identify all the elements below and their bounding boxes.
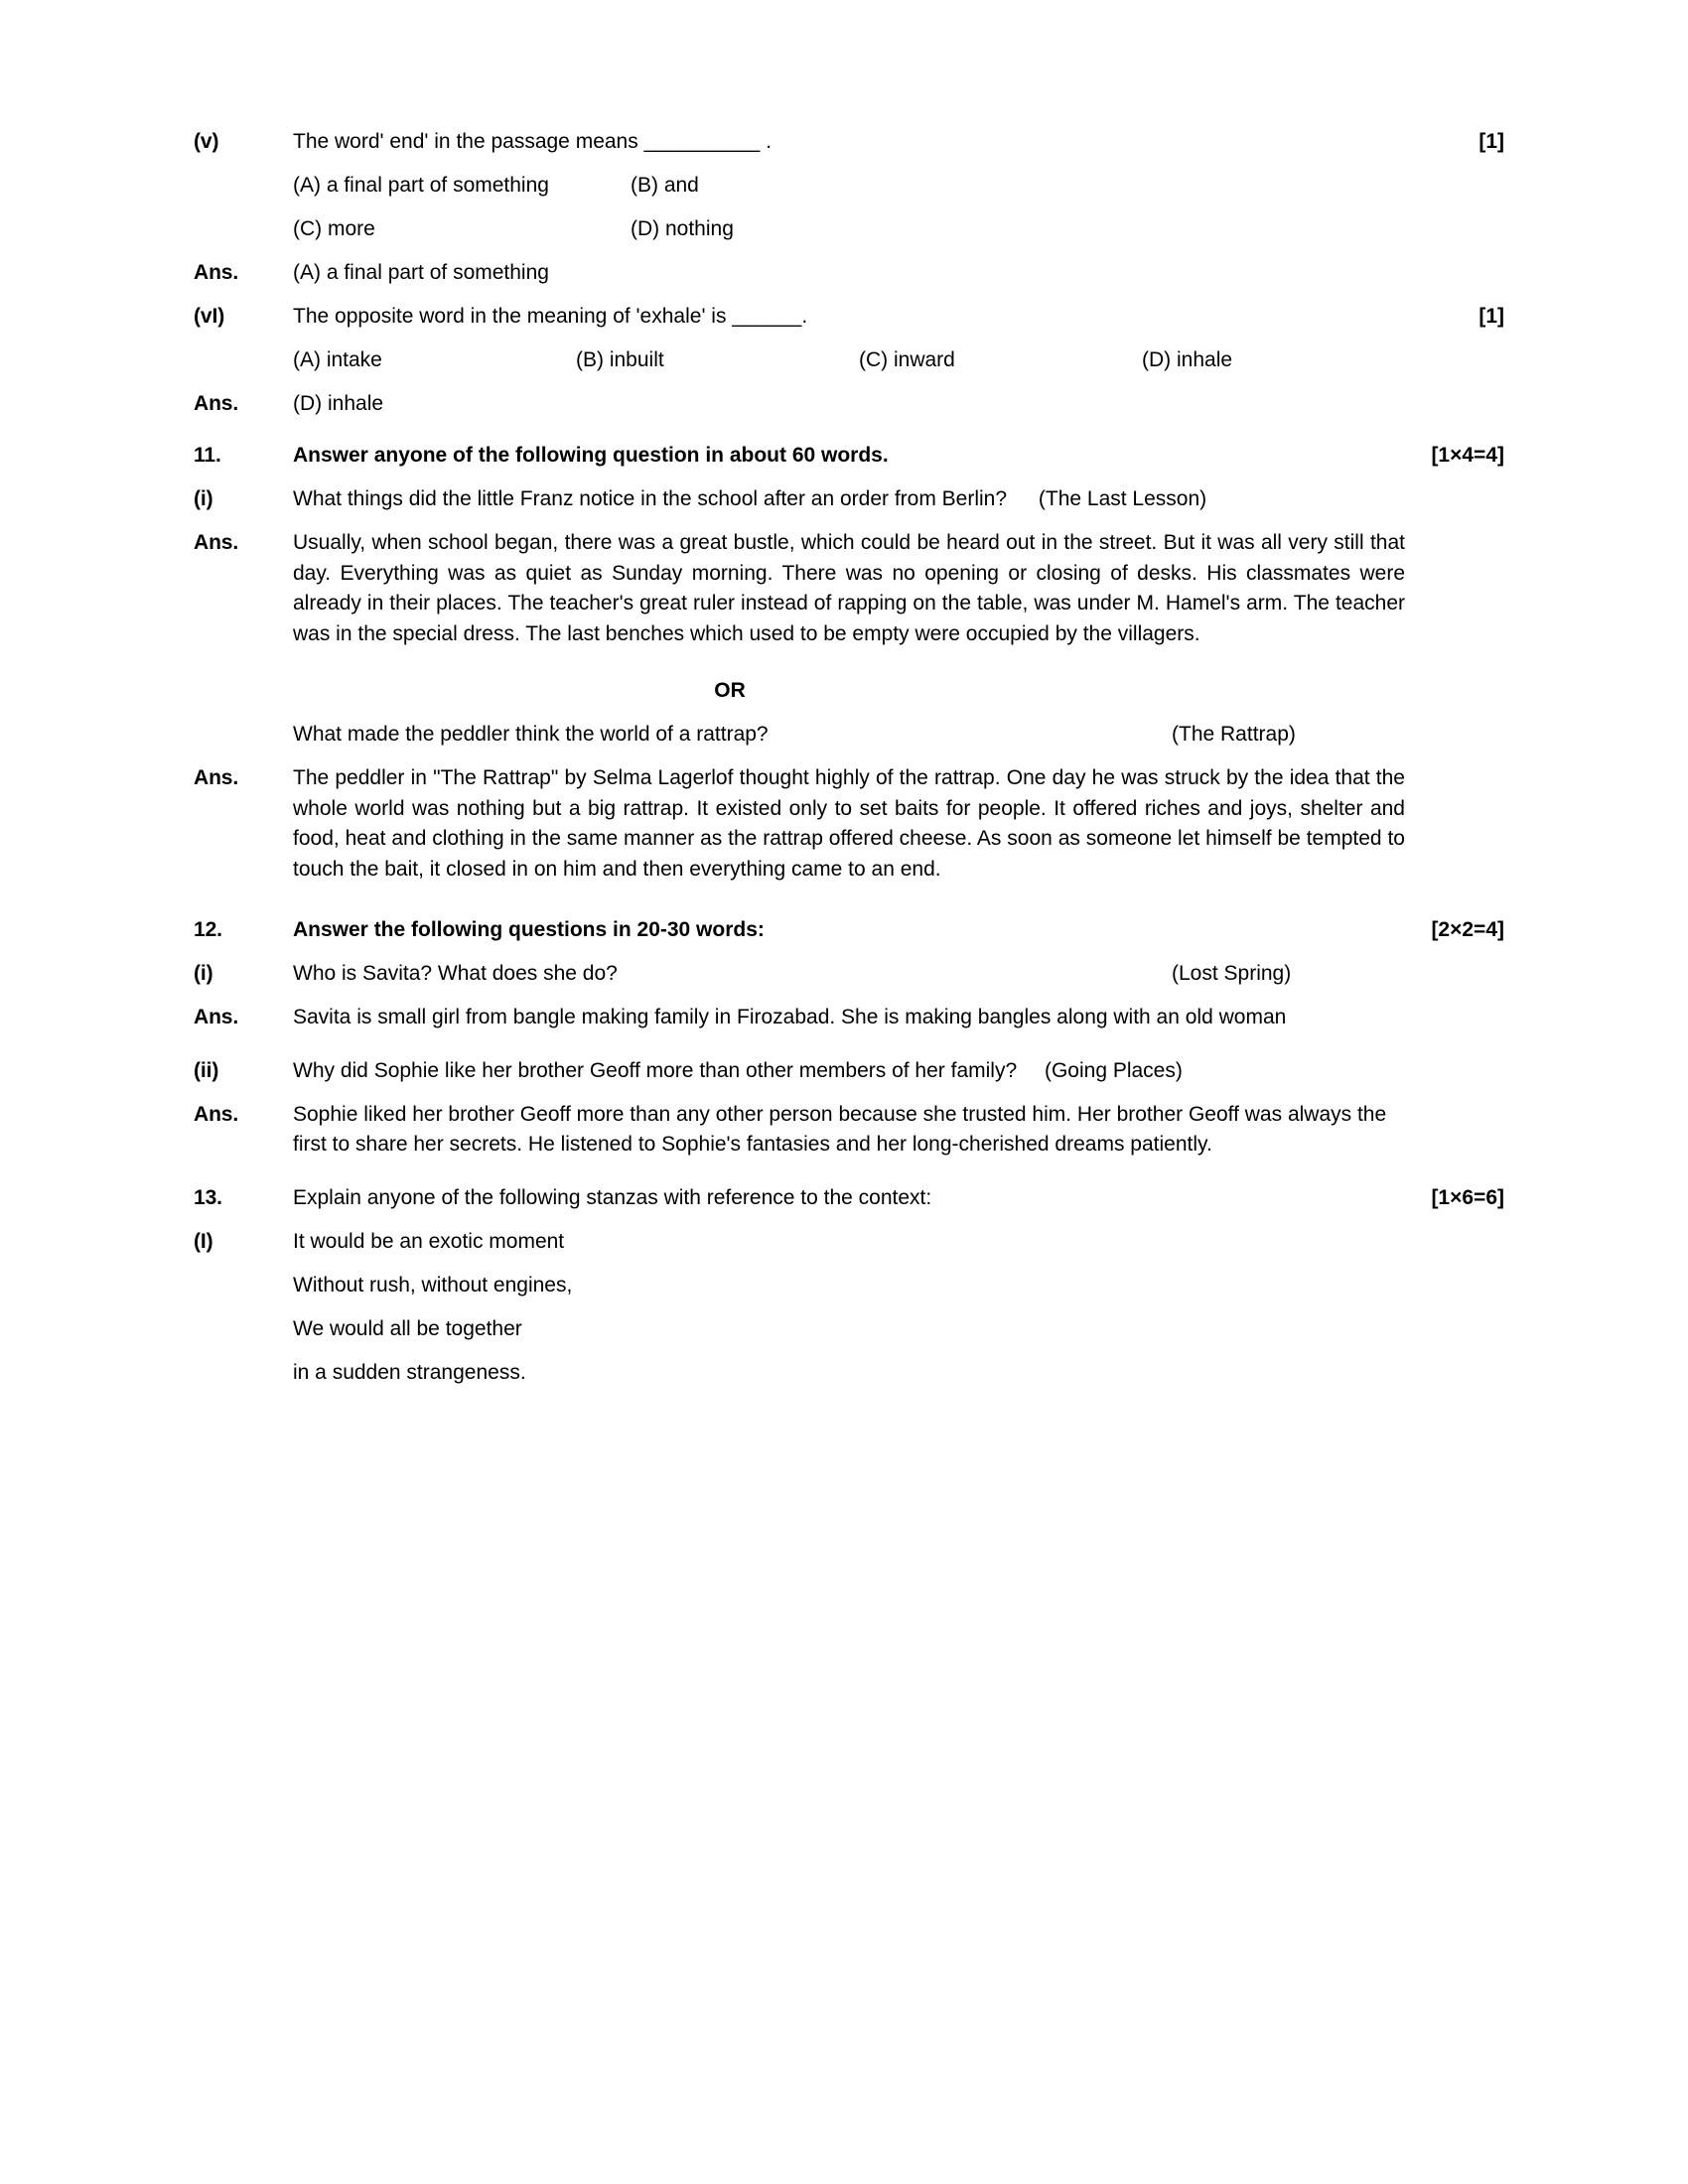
option-vi-b[interactable]: (B) inbuilt <box>576 348 664 371</box>
option-v-b[interactable]: (B) and <box>631 174 699 197</box>
question-11-alt-source: (The Rattrap) <box>1172 723 1296 746</box>
answer-11-i <box>194 528 1504 649</box>
question-v-text: The word' end' in the passage means __________ . <box>293 130 773 153</box>
answer-vi <box>194 389 1504 418</box>
question-11-alt-text: What made the peddler think the world of a rattrap? <box>293 723 769 746</box>
question-v-marks: [1] <box>1478 130 1504 153</box>
question-13-heading-row <box>194 1183 1504 1212</box>
question-12-heading: Answer the following questions in 20-30 words: <box>293 918 765 941</box>
question-13-sub-i-label: (I) <box>194 1229 213 1253</box>
question-13-heading-wrap <box>293 1183 1504 1212</box>
answer-v <box>194 258 1504 287</box>
question-v-options-row-1 <box>194 171 1504 200</box>
question-v-text-wrap <box>293 127 1504 156</box>
question-12-heading-row <box>194 915 1504 944</box>
answer-12-i <box>194 1003 1504 1033</box>
question-vi <box>194 302 1504 331</box>
answer-12-ii <box>194 1100 1504 1160</box>
answer-12-ii-text: Sophie liked her brother Geoff more than any other person because she trusted him. Her brother Geoff was always the first to share her secrets. He listened to Sophie's fantasies and her long-cherished dreams patiently. <box>293 1102 1387 1156</box>
question-11-heading-row <box>194 441 1504 470</box>
stanza-line-2: Without rush, without engines, <box>293 1273 573 1297</box>
answer-12-ii-label: Ans. <box>194 1102 239 1126</box>
question-v <box>194 127 1504 156</box>
or-divider-row <box>194 676 1504 705</box>
question-11-alt-wrap <box>293 720 1504 749</box>
question-12-number: 12. <box>194 918 222 941</box>
answer-11-alt <box>194 763 1504 885</box>
question-12-heading-wrap <box>293 915 1504 944</box>
question-12-sub-i <box>194 959 1504 988</box>
question-11-sub-i-source: (The Last Lesson) <box>1038 487 1207 510</box>
question-12-sub-ii-wrap <box>293 1056 1504 1085</box>
question-13-heading: Explain anyone of the following stanzas with reference to the context: <box>293 1185 932 1209</box>
answer-11-i-text: Usually, when school began, there was a great bustle, which could be heard out in the street. But it was all very still that day. Everything was as quiet as Sunday morning. There was no opening or closing of desks. His classmates were already in their places. The teacher's great ruler instead of rapping on the table, was under M. Hamel's arm. The teacher was in the special dress. The last benches which used to be empty were occupied by the villagers. <box>293 531 1405 645</box>
question-11-marks: [1×4=4] <box>1431 444 1504 467</box>
answer-v-label: Ans. <box>194 261 239 284</box>
option-group-v-1 <box>293 171 1504 200</box>
answer-11-alt-label: Ans. <box>194 766 239 789</box>
answer-11-i-label: Ans. <box>194 531 239 554</box>
question-13-number: 13. <box>194 1185 222 1209</box>
question-12-marks: [2×2=4] <box>1431 918 1504 941</box>
question-12-sub-i-text: Who is Savita? What does she do? <box>293 962 618 985</box>
option-group-v-2 <box>293 214 1504 243</box>
question-11-sub-i <box>194 484 1504 513</box>
question-vi-text-wrap <box>293 302 1504 331</box>
question-13-sub-i <box>194 1227 1504 1402</box>
question-vi-text: The opposite word in the meaning of 'exhale' is ______. <box>293 305 808 328</box>
answer-11-alt-text: The peddler in "The Rattrap" by Selma Lagerlof thought highly of the rattrap. One day he was struck by the idea that the whole world was nothing but a big rattrap. It existed only to set baits for people. It offered riches and joys, shelter and food, heat and clothing in the same manner as the rattrap offered cheese. As soon as someone let himself be tempted to touch the bait, it closed in on him and then everything came to an end. <box>293 766 1405 881</box>
question-vi-options-row <box>194 345 1504 374</box>
stanza-line-4: in a sudden strangeness. <box>293 1360 526 1384</box>
question-v-label: (v) <box>194 130 219 153</box>
question-11-alt <box>194 720 1504 749</box>
question-12-sub-i-label: (i) <box>194 962 213 985</box>
question-12-sub-i-source: (Lost Spring) <box>1172 962 1292 985</box>
stanza-line-3: We would all be together <box>293 1316 522 1340</box>
answer-12-i-text: Savita is small girl from bangle making family in Firozabad. She is making bangles along with an old woman <box>293 1006 1287 1028</box>
option-vi-c[interactable]: (C) inward <box>859 348 955 371</box>
option-v-a[interactable]: (A) a final part of something <box>293 174 549 197</box>
option-vi-d[interactable]: (D) inhale <box>1142 348 1233 371</box>
question-12-sub-ii <box>194 1056 1504 1085</box>
option-v-d[interactable]: (D) nothing <box>631 217 734 240</box>
question-11-sub-i-wrap <box>293 484 1504 513</box>
answer-v-text: (A) a final part of something <box>293 261 549 284</box>
answer-vi-label: Ans. <box>194 392 239 415</box>
option-group-vi <box>293 345 1504 374</box>
question-12-sub-ii-source: (Going Places) <box>1044 1058 1183 1082</box>
answer-12-i-label: Ans. <box>194 1006 239 1028</box>
question-11-number: 11. <box>194 444 221 467</box>
question-11-heading: Answer anyone of the following question in about 60 words. <box>293 444 889 467</box>
question-vi-marks: [1] <box>1478 305 1504 328</box>
question-13-marks: [1×6=6] <box>1431 1185 1504 1209</box>
stanza-line-1: It would be an exotic moment <box>293 1229 565 1253</box>
page-content <box>194 127 1504 1402</box>
option-v-c[interactable]: (C) more <box>293 217 375 240</box>
question-12-sub-i-wrap <box>293 959 1504 988</box>
question-v-options-row-2 <box>194 214 1504 243</box>
question-12-sub-ii-text: Why did Sophie like her brother Geoff more than other members of her family? <box>293 1058 1018 1082</box>
question-11-sub-i-text: What things did the little Franz notice in the school after an order from Berlin? <box>293 487 1008 510</box>
option-vi-a[interactable]: (A) intake <box>293 348 382 371</box>
question-11-heading-wrap <box>293 441 1504 470</box>
question-vi-label: (vI) <box>194 305 225 328</box>
or-divider: OR <box>714 679 746 702</box>
answer-vi-text: (D) inhale <box>293 392 384 415</box>
question-12-sub-ii-label: (ii) <box>194 1058 219 1082</box>
question-11-sub-i-label: (i) <box>194 487 213 510</box>
